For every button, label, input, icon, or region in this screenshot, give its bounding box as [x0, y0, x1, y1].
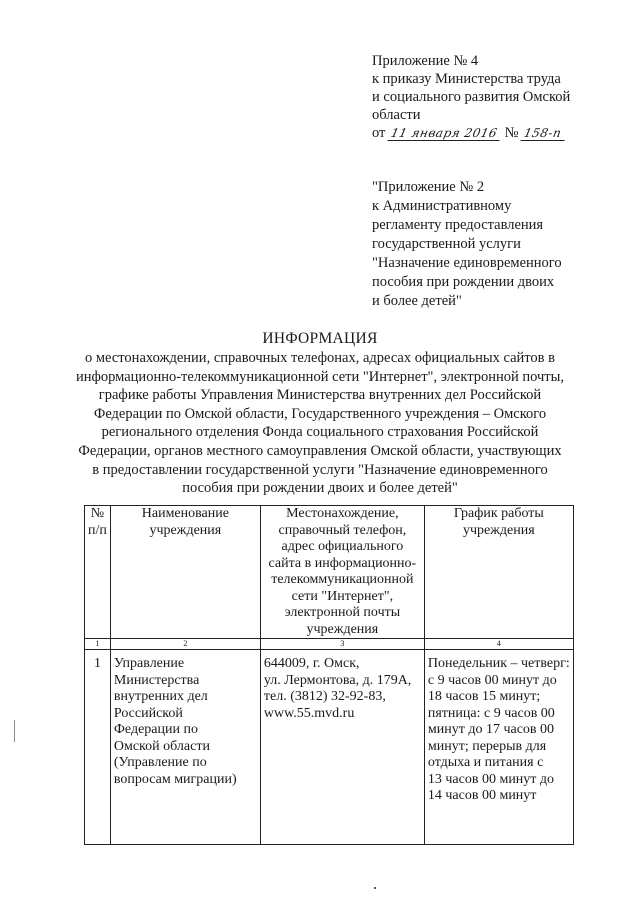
header-line: График работы [453, 506, 544, 521]
appendix-2-line: пособия при рождении двоих [372, 274, 555, 290]
column-number: 1 [85, 639, 111, 650]
scan-speck [374, 887, 376, 889]
header-line: телекоммуникационной [271, 572, 414, 587]
name-line: вопросам миграции) [113, 771, 237, 787]
document-title: ИНФОРМАЦИЯ [262, 330, 378, 347]
header-line: сайта в информационно- [268, 555, 417, 571]
appendix-4-line: области [372, 107, 421, 123]
table-row [85, 650, 574, 845]
name-line: Омской области [113, 738, 210, 754]
header-line: сети "Интернет", [291, 588, 394, 604]
schedule-line: минут; перерыв для [427, 738, 547, 754]
subtitle-line: о местонахождении, справочных телефонах, адресах официальных сайтов в [85, 350, 555, 366]
header-line: справочный телефон, [278, 522, 407, 538]
scan-edge-mark [14, 720, 15, 742]
header-line: учреждения [149, 522, 222, 538]
header-schedule [424, 506, 573, 639]
column-number-row [85, 639, 574, 650]
header-line: № [90, 506, 105, 521]
schedule-line: Понедельник – четверг: [427, 656, 570, 671]
name-line: Российской [113, 705, 183, 721]
header-line: п/п [88, 522, 107, 538]
subtitle-line: Федерации, органов местного самоуправления Омской области, участвующих [78, 442, 562, 459]
header-location [260, 506, 424, 639]
document-subtitle [70, 349, 570, 498]
table-header-row [85, 506, 574, 639]
name-line: внутренних дел [113, 689, 208, 704]
appendix-2-line: "Назначение единовременного [372, 255, 562, 271]
schedule-line: с 9 часов 00 минут до [427, 672, 557, 688]
subtitle-line: Федерации по Омской области, Государственного учреждения – Омского [93, 405, 547, 422]
header-line: учреждения [306, 621, 379, 637]
schedule-line: отдыха и питания с [427, 755, 544, 770]
subtitle-line: регионального отделения Фонда социального страхования Российской [101, 424, 539, 441]
schedule-line: 18 часов 15 минут; [427, 689, 541, 704]
header-line: Наименование [141, 506, 229, 521]
institution-location [260, 650, 424, 845]
appendix-4-line: и социального развития Омской [372, 89, 571, 105]
row-number: 1 [85, 650, 111, 845]
location-line: тел. (3812) 32-92-83, [263, 689, 386, 704]
appendix-2-line: и более детей" [372, 293, 462, 309]
name-line: (Управление по [113, 755, 207, 770]
header-line: учреждения [462, 522, 535, 538]
appendix-4-line: к приказу Министерства труда [372, 71, 561, 87]
appendix-2-line: к Административному [372, 198, 512, 214]
header-line: адрес официального [281, 539, 404, 554]
schedule-line: пятница: с 9 часов 00 [427, 705, 555, 721]
location-line: ул. Лермонтова, д. 179А, [263, 672, 412, 688]
appendix-4-block [372, 52, 632, 142]
subtitle-line: пособия при рождении двоих и более детей" [182, 480, 458, 497]
schedule-line: 14 часов 00 минут [427, 788, 537, 803]
institution-name [110, 650, 260, 845]
schedule-line: минут до 17 часов 00 [427, 722, 555, 737]
appendix-2-line: государственной услуги [372, 236, 521, 252]
website-link[interactable]: www.55.mvd.ru [263, 705, 355, 721]
header-name [110, 506, 260, 639]
name-line: Министерства [113, 672, 200, 688]
appendix-2-line: регламенту предоставления [372, 217, 544, 233]
appendix-2-block [372, 178, 637, 311]
schedule-line: 13 часов 00 минут до [427, 771, 555, 787]
subtitle-line: информационно-телекоммуникационной сети "Интернет", электронной почты, [75, 368, 565, 385]
header-number [85, 506, 111, 639]
appendix-4-line: Приложение № 4 [372, 53, 479, 69]
handwritten-date: 11 января 2016 [387, 126, 502, 141]
location-line: 644009, г. Омск, [263, 656, 360, 671]
column-number: 3 [260, 639, 424, 650]
date-prefix: от [372, 125, 386, 141]
handwritten-number: 158-п [521, 126, 568, 141]
header-line: Местонахождение, [286, 506, 399, 521]
subtitle-line: в предоставлении государственной услуги "Назначение единовременного [92, 461, 548, 478]
order-date-number-line [372, 124, 632, 142]
name-line: Федерации по [113, 722, 198, 737]
header-line: электронной почты [284, 605, 401, 620]
column-number: 2 [110, 639, 260, 650]
subtitle-line: графике работы Управления Министерства внутренних дел Российской [98, 387, 542, 404]
column-number: 4 [424, 639, 573, 650]
institutions-table [84, 505, 574, 845]
appendix-2-line: "Приложение № 2 [372, 179, 485, 195]
institution-schedule [424, 650, 573, 845]
number-prefix: № [504, 125, 519, 141]
name-line: Управление [113, 656, 185, 671]
